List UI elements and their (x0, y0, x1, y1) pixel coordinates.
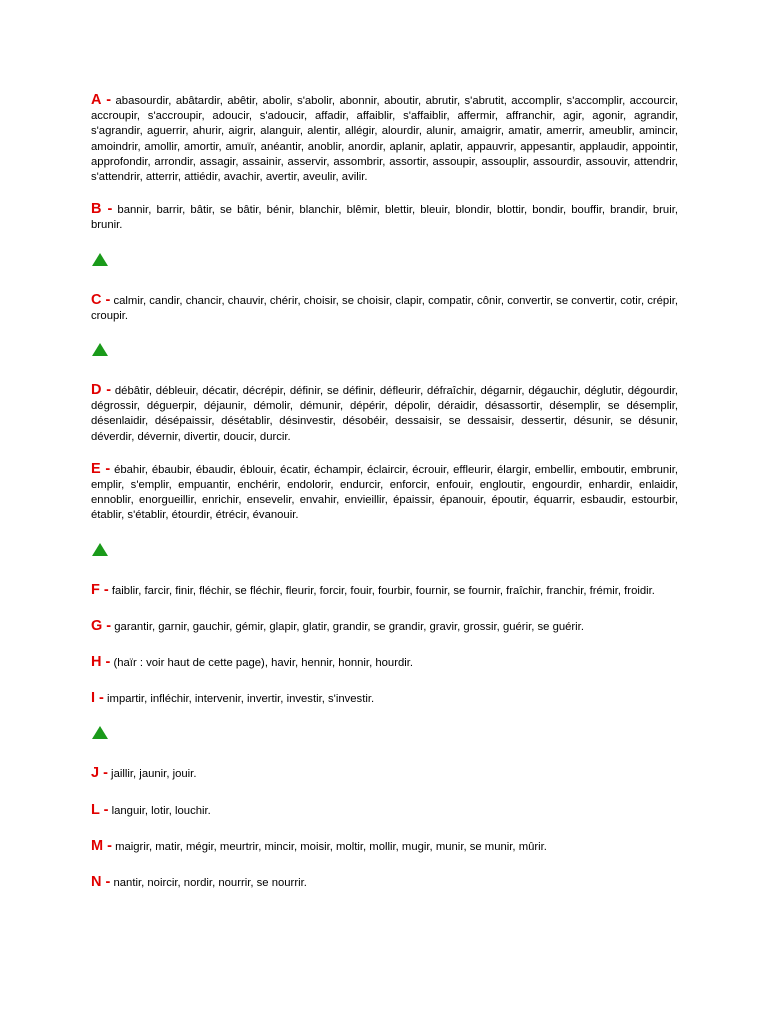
verb-text: abasourdir, abâtardir, abêtir, abolir, s'abolir, abonnir, aboutir, abrutir, s'abrutit, accomplir, s'accomplir, accourcir, accroupir, s'accroupir, adoucir, s'adoucir, affadir, affaiblir, s'affaiblir, affermir, affranchir, agir, agonir, agrandir, s'agrandir, aguerrir, ahurir, aigrir, alanguir, alentir, allégir, alourdir, alunir, amaigrir, amatir, amerrir, ameublir, amincir, amoindrir, amollir, amortir, amuïr, anéantir, anoblir, anordir, aplanir, aplatir, appauvrir, appesantir, applaudir, appointir, approfondir, arrondir, assagir, assainir, asservir, assombrir, assortir, assoupir, assouplir, assourdir, assouvir, attendrir, s'attendrir, atterrir, attiédir, avachir, avertir, aveulir, avilir. (91, 95, 678, 184)
letter-label: H - (91, 654, 111, 671)
verb-text: ébahir, ébaubir, ébaudir, éblouir, écatir, échampir, éclaircir, écrouir, effleurir, élargir, embellir, emboutir, embrunir, emplir, s'emplir, empuantir, enchérir, endolorir, endurcir, enforcir, enfouir, engloutir, engourdir, enhardir, enlaidir, ennoblir, enorgueillir, enrichir, ensevelir, envahir, envieillir, épaissir, épanouir, époutir, équarrir, esbaudir, estourbir, établir, s'établir, étourdir, étrécir, évanouir. (91, 463, 678, 522)
verb-text: languir, lotir, louchir. (108, 804, 211, 817)
entry-b (91, 202, 678, 233)
entry-n (91, 875, 678, 891)
up-triangle-icon[interactable] (92, 726, 108, 739)
verb-text: faiblir, farcir, finir, fléchir, se fléchir, fleurir, forcir, fouir, fourbir, fournir, se fournir, fraîchir, franchir, frémir, froidir. (108, 584, 655, 597)
back-to-top-link[interactable] (91, 724, 678, 744)
entry-i (91, 691, 678, 707)
letter-label: M - (91, 837, 112, 854)
entry-f (91, 583, 678, 599)
verb-text: (haïr : voir haut de cette page), havir, hennir, honnir, hourdir. (110, 657, 414, 670)
verb-text: maigrir, matir, mégir, meurtrir, mincir, moisir, moltir, mollir, mugir, munir, se munir, mûrir. (111, 840, 547, 853)
up-triangle-icon[interactable] (92, 253, 108, 266)
verb-text: débâtir, débleuir, décatir, décrépir, définir, se définir, défleurir, défraîchir, dégarnir, dégauchir, déglutir, dégourdir, dégrossir, déguerpir, déjaunir, démolir, démunir, dépérir, dépolir, déraidir, désassortir, désemplir, se désemplir, désenlaidir, désépaissir, désétablir, désinvestir, désobéir, dessaisir, se dessaisir, dessertir, désunir, se désunir, déverdir, dévernir, divertir, doucir, durcir. (91, 385, 678, 443)
letter-label: N - (91, 874, 111, 891)
letter-label: I - (91, 690, 104, 707)
verb-text: garantir, garnir, gauchir, gémir, glapir, glatir, grandir, se grandir, gravir, grossir, guérir, se guérir. (111, 620, 584, 633)
verb-text: nantir, noircir, nordir, nourrir, se nourrir. (110, 877, 307, 890)
letter-label: C - (91, 291, 111, 308)
back-to-top-link[interactable] (91, 541, 678, 561)
entry-e (91, 462, 678, 524)
entry-d (91, 383, 678, 445)
letter-label: L - (91, 801, 109, 818)
up-triangle-icon[interactable] (92, 343, 108, 356)
verb-text: jaillir, jaunir, jouir. (107, 768, 197, 781)
entry-m (91, 839, 678, 855)
verb-list (91, 93, 678, 911)
letter-label: A - (91, 92, 112, 108)
verb-text: bannir, barrir, bâtir, se bâtir, bénir, blanchir, blêmir, blettir, bleuir, blondir, blottir, bondir, bouffir, brandir, bruir, brunir. (91, 204, 678, 232)
letter-label: E - (91, 460, 111, 477)
letter-label: B - (91, 201, 113, 218)
entry-l (91, 803, 678, 819)
letter-label: D - (91, 382, 112, 399)
back-to-top-link[interactable] (91, 341, 678, 361)
letter-label: J - (91, 765, 108, 782)
entry-a (91, 93, 678, 185)
entry-j (91, 766, 678, 782)
entry-c (91, 293, 678, 324)
up-triangle-icon[interactable] (92, 543, 108, 556)
verb-text: calmir, candir, chancir, chauvir, chérir, choisir, se choisir, clapir, compatir, cônir, convertir, se convertir, cotir, crépir, croupir. (91, 294, 678, 322)
verb-text: impartir, infléchir, intervenir, invertir, investir, s'investir. (103, 693, 375, 706)
entry-g (91, 619, 678, 635)
letter-label: F - (91, 581, 109, 598)
entry-h (91, 655, 678, 671)
letter-label: G - (91, 617, 112, 634)
back-to-top-link[interactable] (91, 251, 678, 271)
